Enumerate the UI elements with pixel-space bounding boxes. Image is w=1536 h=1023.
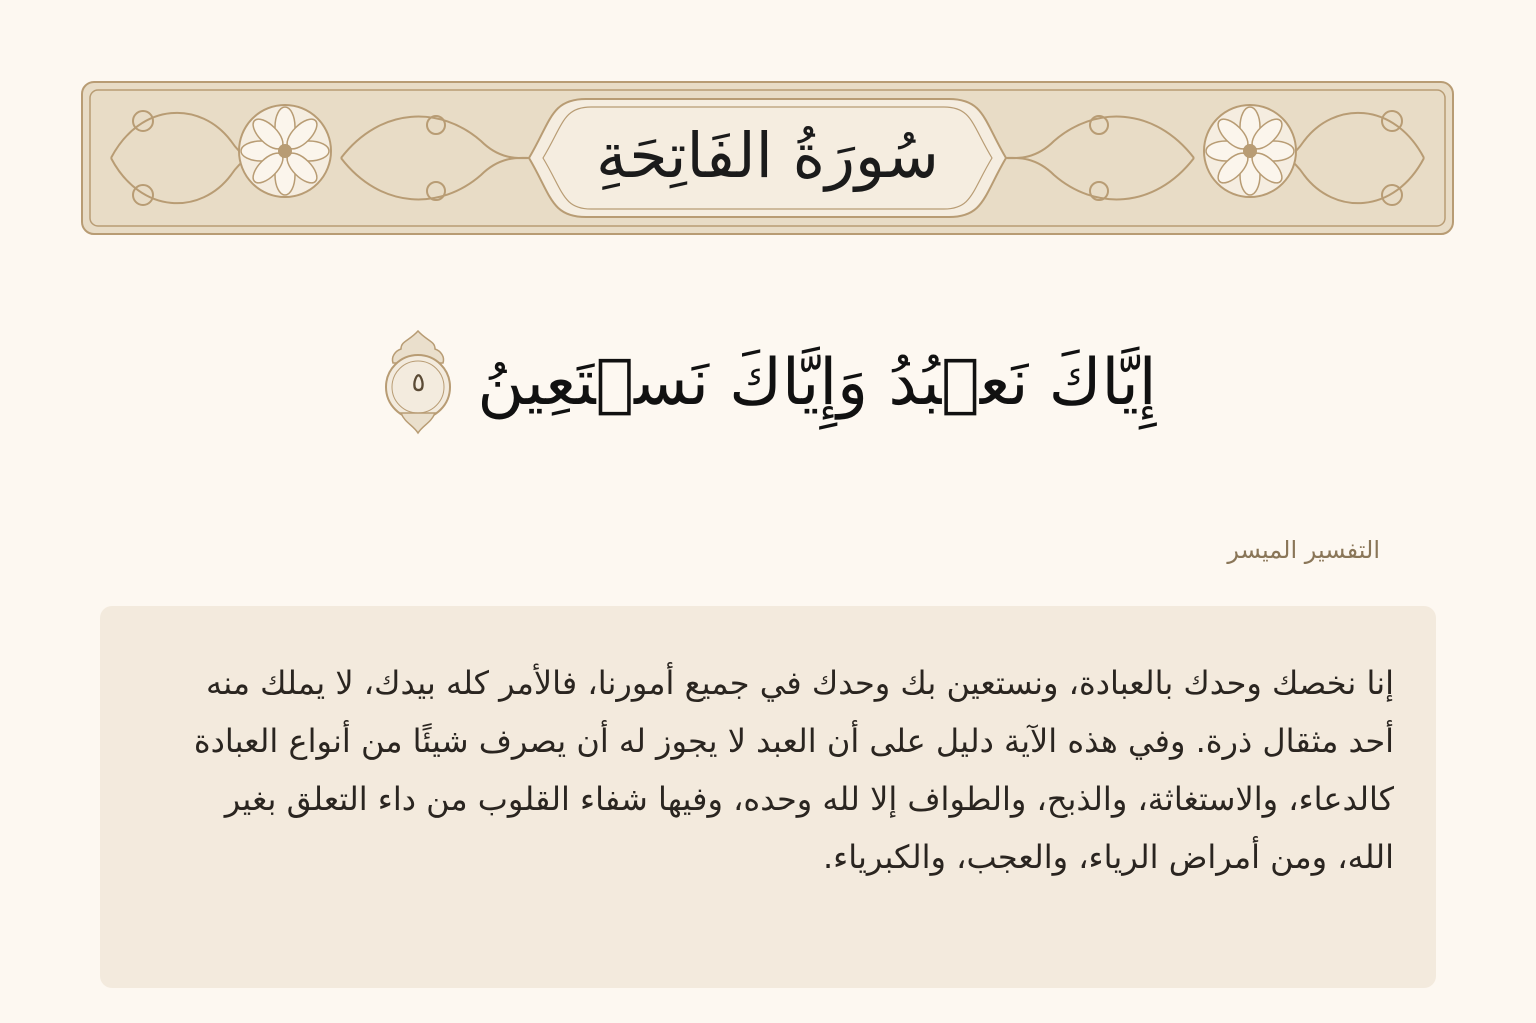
tafsir-source-label: التفسير الميسر: [1227, 536, 1380, 564]
ayah-number: ٥: [411, 368, 426, 398]
tafsir-text: إنا نخصك وحدك بالعبادة، ونستعين بك وحدك في جميع أمورنا، فالأمر كله بيدك، لا يملك منه أحد مثقال ذرة. وفي هذه الآية دليل على أن العبد لا يجوز له أن يصرف شيئًا من أنواع العبادة كالدعاء، والاستغاثة، والذبح، والطواف إلا لله وحده، وفيها شفاء القلوب من داء التعلق بغير الله، ومن أمراض الرياء، والعجب، والكبرياء.: [193, 664, 1394, 876]
surah-title: سُورَةُ الفَاتِحَةِ: [596, 119, 939, 192]
ayah-text: إِيَّاكَ نَعۡبُدُ وَإِيَّاكَ نَسۡتَعِينُ: [477, 346, 1157, 420]
tafsir-card: [100, 606, 1436, 988]
ayah-number-marker: [379, 327, 457, 439]
surah-header-banner: [81, 81, 1454, 235]
ayah-row: [0, 318, 1536, 448]
